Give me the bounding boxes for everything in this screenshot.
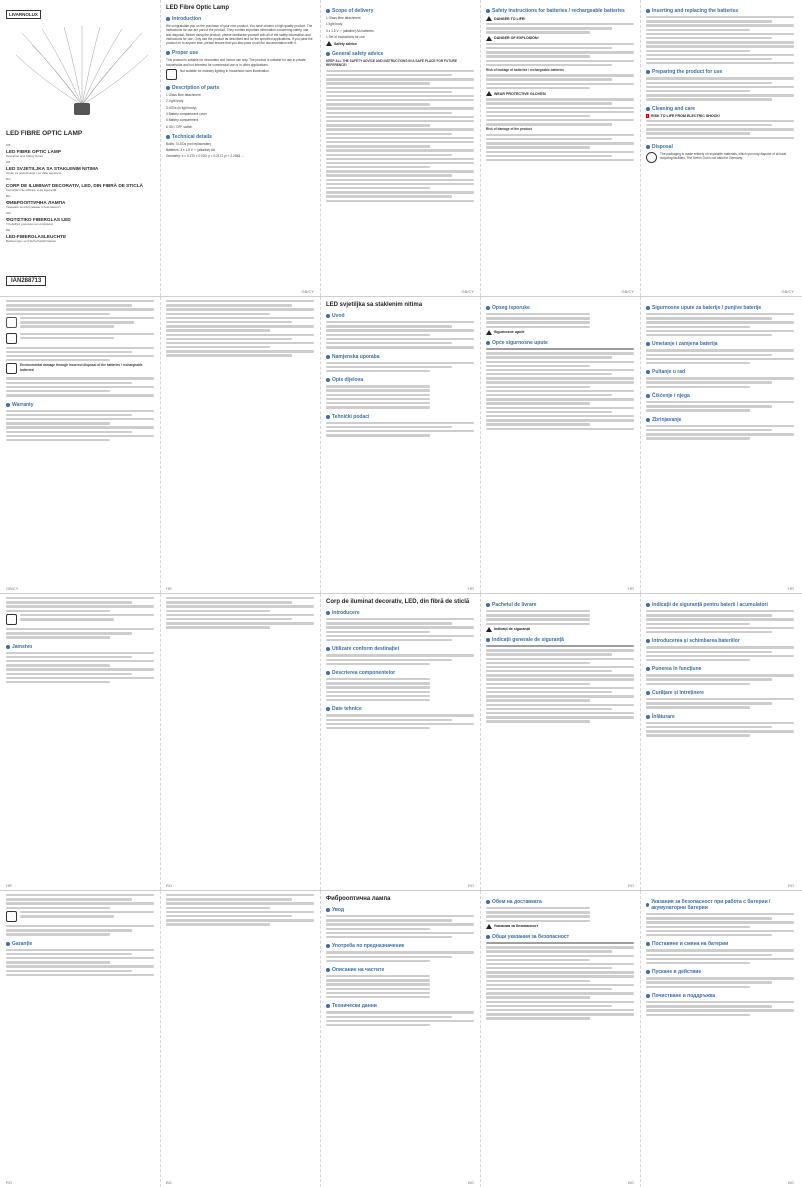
- ro-page-4: Garanție RO: [2, 891, 158, 1187]
- warning-icon: [326, 41, 332, 46]
- bg-page-3: Указания за безопасност при работа с батерии / акумулаторни батерии Поставяне и смяна на батерии Пускане в действие Почистване и поддръжка BG: [642, 891, 798, 1187]
- hr-page-1: LED svjetiljka sa staklenim nitima Uvod Namjenska uporaba Opis dijelova Tehnički podaci HR: [326, 302, 474, 591]
- part-item: 2 Light body: [166, 99, 184, 104]
- scope-list: [326, 16, 474, 39]
- cover-page: [2, 0, 158, 296]
- page-title: LED Fibre Optic Lamp: [166, 5, 230, 11]
- danger-life-warning: DANGER TO LIFE!: [486, 16, 634, 21]
- page-title: Corp de iluminat decorativ, LED, din fibră de sticlă: [326, 599, 470, 605]
- section-heading: Description of parts: [166, 85, 314, 91]
- cover-title: LED FIBRE OPTIC LAMP: [6, 130, 83, 137]
- section-heading: Safety instructions for batteries / rechargeable batteries: [486, 8, 634, 14]
- page-number: HR: [166, 586, 172, 591]
- introduction-text: We congratulate you on the purchase of your new product. You have chosen a high quality product. The instructions for use are part of the product. They contain important information concerning safety, use and disposal. Before using the product, please familiarise yourself with all of the safety information and instructions for use. Only use the product as described and for the specified applications. If you pass the product on to anyone else, please ensure that you also pass on all the documentation with it.: [166, 24, 313, 46]
- not-for-room-lighting-icon: [166, 69, 177, 80]
- page-title: Фиброоптична лампа: [326, 896, 391, 902]
- part-item: 5 Battery compartment: [166, 118, 199, 123]
- warning-icon: [486, 627, 492, 632]
- language-title: LED SVJETILJKA SA STAKLENIM NITIMA: [6, 166, 99, 171]
- language-title: LED FIBRE OPTIC LAMP: [6, 149, 61, 154]
- page-number: HR: [628, 586, 634, 591]
- brand-logo: LIVARNOLUX: [6, 10, 41, 19]
- part-item: 3 LEDs (in light body): [166, 105, 197, 110]
- section-heading: Preparing the product for use: [646, 69, 794, 75]
- warning-icon: [486, 91, 492, 96]
- language-code: HR: [6, 160, 11, 164]
- part-item: 4 Battery compartment cover: [166, 111, 207, 116]
- language-code: GB: [6, 143, 11, 147]
- info-icon: [6, 333, 17, 344]
- hr-page-2: Opseg isporuke Sigurnosne upute Opće sigurnosne upute HR: [482, 297, 638, 593]
- battery-disposal-icon: [6, 363, 17, 374]
- ro-page-2: Pachetul de livrare Indicații de siguranță Indicații generale de siguranță RO: [482, 594, 638, 890]
- language-subtitle: Operation and Safety Notes: [6, 154, 44, 158]
- fibre-optic-lamp-image: [12, 25, 152, 117]
- recycling-icon: [646, 152, 657, 163]
- hr-page-3: Sigurnosne upute za baterije / punjive baterije Umetanje i zamjena baterija Pultanje u rad Čišćenje i njega Zbrinjavanje HR: [642, 297, 798, 593]
- page-number: BG: [788, 1180, 794, 1185]
- ro-page-0: [162, 594, 318, 890]
- scope-item: 1 light body: [326, 22, 343, 27]
- recycle-bin-icon: [6, 317, 17, 328]
- scope-item: 3 x 1.5 V ⎓ (alkaline) AA batteries: [326, 28, 374, 33]
- gb-page-4: [642, 0, 798, 296]
- warning-icon: [486, 924, 492, 929]
- language-code: GR: [6, 211, 11, 215]
- page-number: GB/CY: [461, 289, 474, 294]
- page-number: HR: [788, 586, 794, 591]
- info-icon: [6, 614, 17, 625]
- page-number: HR: [6, 883, 12, 888]
- page-row-2: [0, 297, 802, 593]
- section-heading: Scope of delivery: [326, 8, 474, 14]
- page-number: GB/CY: [621, 289, 634, 294]
- language-subtitle: Υποδείξεις χειρισμού και ασφαλείας: [6, 222, 54, 226]
- gloves-warning: WEAR PROTECTIVE GLOVES!: [486, 91, 634, 96]
- page-number: GB/CY: [301, 289, 314, 294]
- page-row-4: [0, 891, 802, 1187]
- language-subtitle: Instrucțiuni de utilizare și de siguranță: [6, 188, 57, 192]
- danger-icon: !: [647, 113, 648, 118]
- tech-geometry: Geometry: x = 0.270 ± 0.030; y = 0.2172 y² + 2.2653 ...: [166, 154, 244, 159]
- safety-advice-heading: Safety advice: [326, 41, 474, 46]
- ro-page-1: Corp de iluminat decorativ, LED, din fibră de sticlă Introducere Utilizare conform destinației Descrierea componentelor Date tehnice RO: [326, 599, 474, 888]
- shock-warning: ! RISK TO LIFE FROM ELECTRIC SHOCK!: [647, 113, 721, 118]
- language-subtitle: Upute za posluživanje i sa Vaše sigurnost: [6, 171, 62, 175]
- tech-bulbs: Bulbs: 3 LEDs (not replaceable): [166, 141, 212, 146]
- section-heading: Inserting and replacing the batteries: [646, 8, 794, 14]
- ian-number: IAN288713: [6, 276, 46, 286]
- page-number: HR: [468, 586, 474, 591]
- section-heading: Disposal: [646, 144, 794, 150]
- page-number: BG: [468, 1180, 474, 1185]
- section-heading: Warranty: [6, 402, 154, 408]
- language-list: [6, 143, 154, 243]
- gb-page-5: Environmental damage through incorrect disposal of the batteries / rechargeable batteries! Warranty GB/CY: [2, 297, 158, 593]
- subheading: Risk of leakage of batteries / rechargeable batteries: [486, 67, 564, 72]
- bg-page-1: Фиброоптична лампа Увод Употреба по предназначение Описание на частите Технически данни BG: [326, 896, 474, 1185]
- part-item: 1 Glass fibre attachment: [166, 93, 201, 98]
- page-number: RO: [6, 1180, 12, 1185]
- scope-item: 1 Glass fibre attachment: [326, 16, 361, 20]
- scope-item: 1 Set of instructions for use: [326, 34, 365, 39]
- gb-page-2: [322, 0, 478, 296]
- page-number: RO: [468, 883, 474, 888]
- bg-page-0: [162, 891, 318, 1187]
- language-code: RO: [6, 177, 11, 181]
- language-subtitle: Указания за обслужване и безопасност: [6, 205, 61, 209]
- language-subtitle: Bedienungs- und Sicherheitshinweise: [6, 239, 57, 243]
- section-heading: Cleaning and care: [646, 106, 794, 112]
- page-number: BG: [628, 1180, 634, 1185]
- danger-explosion-warning: DANGER OF EXPLOSION!: [486, 36, 634, 41]
- page-number: BG: [166, 1180, 172, 1185]
- tech-batteries: Batteries: 3 x 1.5 V ⎓ (alkaline) AA: [166, 148, 216, 153]
- page-number: GB/CY: [6, 586, 19, 591]
- page-row-1: [0, 0, 802, 296]
- section-heading: Technical details: [166, 134, 314, 140]
- gb-page-3: [482, 0, 638, 296]
- warning-icon: [486, 330, 492, 335]
- subheading: Risk of damage of the product: [486, 127, 532, 132]
- language-title: CORP DE ILUMINAT DECORATIV, LED, DIN FIBRĂ DE STICLĂ: [6, 183, 144, 188]
- disposal-text: The packaging is made entirely of recyclable materials, which you may dispose of at local recycling facilities. The Green Dot is not valid for Germany.: [660, 151, 786, 161]
- warning-icon: [486, 16, 492, 21]
- gb-page-6: [162, 297, 318, 593]
- page-row-3: [0, 594, 802, 890]
- language-title: LED-FIBERGLASLEUCHTE: [6, 234, 67, 239]
- page-number: RO: [628, 883, 634, 888]
- proper-use-note: Not suitable for ordinary lighting in household room illumination.: [166, 69, 314, 80]
- language-title: ΦΩΤΙΣΤΙΚΟ FIBERGLAS LED: [6, 217, 71, 222]
- page-title: LED svjetiljka sa staklenim nitima: [326, 302, 423, 308]
- section-heading: General safety advice: [326, 51, 474, 57]
- parts-list: [166, 93, 314, 129]
- language-title: ФИБРООПТИЧНА ЛАМПА: [6, 200, 66, 205]
- language-code: DE: [6, 228, 11, 232]
- part-item: 6 ON / OFF switch: [166, 124, 193, 129]
- hr-page-4: Jamstvo HR: [2, 594, 158, 890]
- language-code: BG: [6, 194, 11, 198]
- proper-use-text: This product is suitable for decoration and indoor use only. The product is suitable for use in private households and not intended for commercial use or in other applications.: [166, 58, 306, 67]
- section-heading: Proper use: [166, 50, 314, 56]
- warning-icon: [486, 36, 492, 41]
- general-safety-lead: KEEP ALL THE SAFETY ADVICE AND INSTRUCTIONS IN A SAFE PLACE FOR FUTURE REFERENCE!: [326, 59, 457, 68]
- section-heading: Introduction: [166, 16, 314, 22]
- page-number: GB/CY: [781, 289, 794, 294]
- page-number: RO: [788, 883, 794, 888]
- page-number: RO: [166, 883, 172, 888]
- ro-page-3: Indicații de siguranță pentru baterii / acumulatori Introducerea și schimbarea bateriilor Punerea în funcțiune Curățare și întreținere Înlăturare RO: [642, 594, 798, 890]
- info-icon: [6, 911, 17, 922]
- bg-page-2: Обем на доставката Указания за безопасност Общи указания за безопасност BG: [482, 891, 638, 1187]
- gb-page-1: [162, 0, 318, 296]
